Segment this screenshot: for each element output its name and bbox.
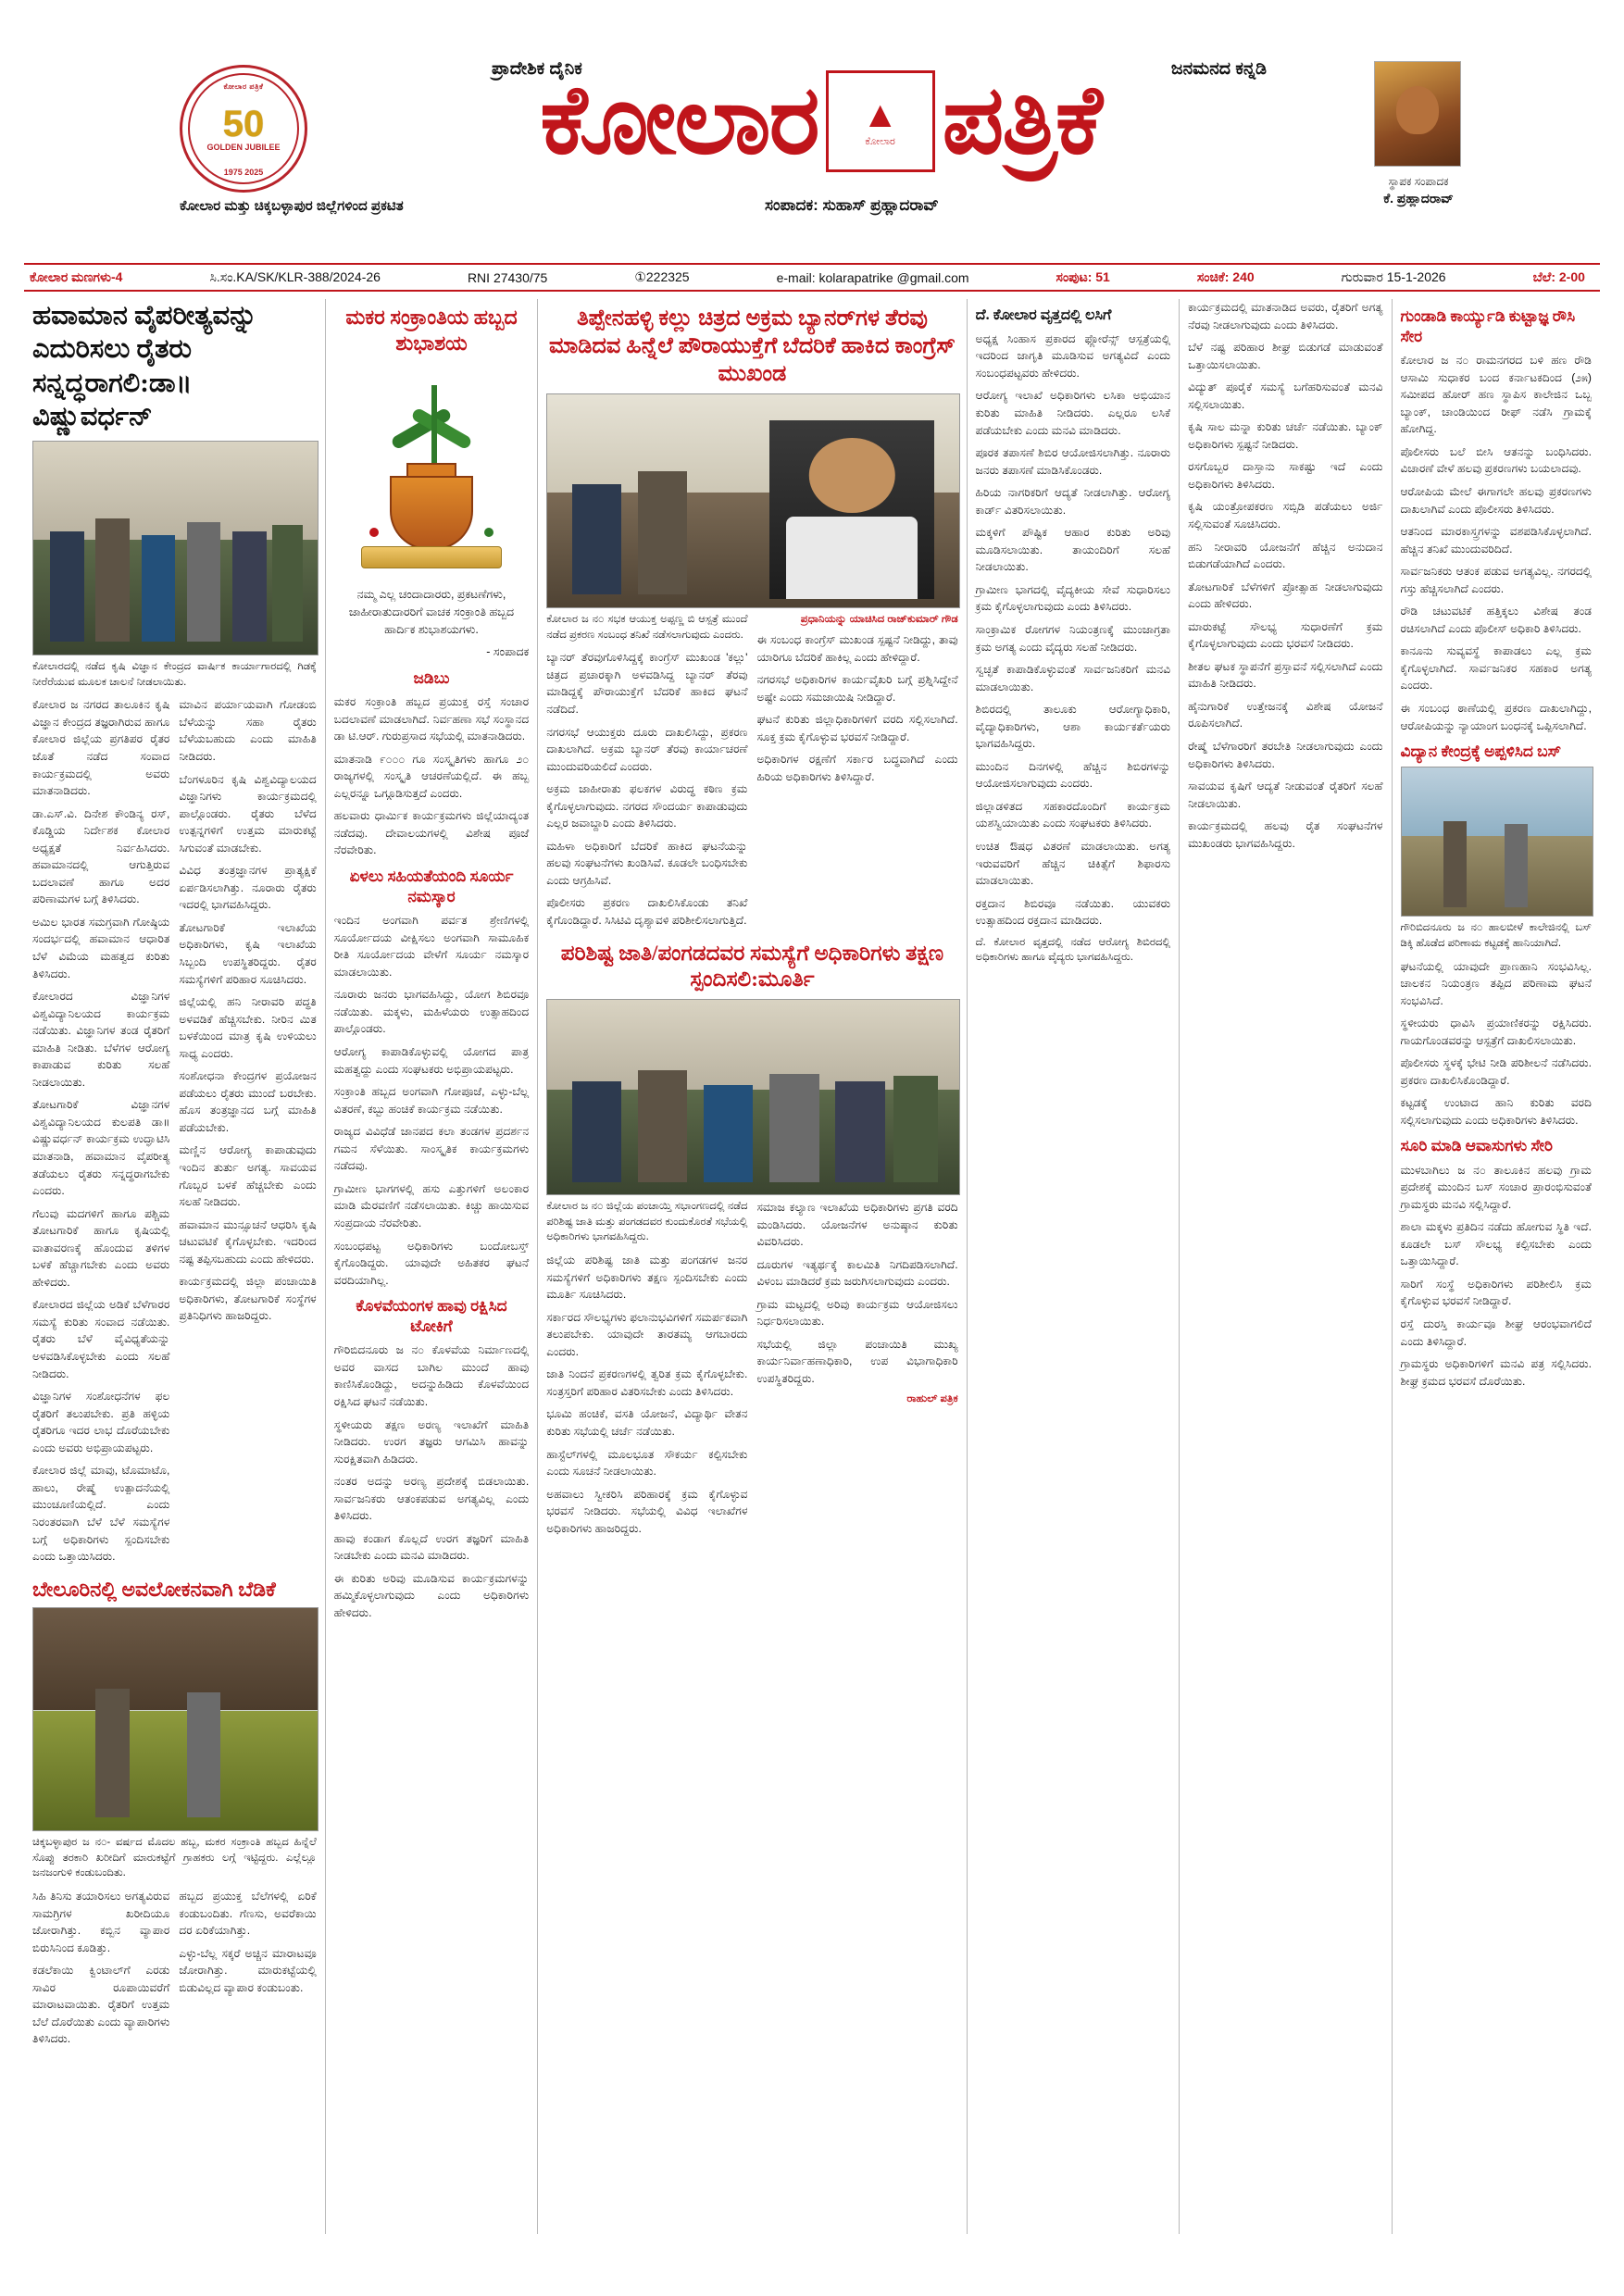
paragraph: ಅಧ್ಯಕ್ಷ ಸಿಂಹಾಸ ಪ್ರಕಾರದ ಫ್ಲೋರೆನ್ಸ್ ಆಸ್ಪತ್ರೆಯಲ್ಲಿ ಇದರಿಂದ ಜಾಗೃತಿ ಮೂಡಿಸುವ ಅಗತ್ಯವಿದೆ ಎಂದು ಸಂಬಂಧಪಟ್ಟವರು ಹೇಳಿದರು. [975,331,1171,380]
paragraph: ತೋಟಗಾರಿಕೆ ಇಲಾಖೆಯ ಅಧಿಕಾರಿಗಳು, ಕೃಷಿ ಇಲಾಖೆಯ ಸಿಬ್ಬಂದಿ ಉಪಸ್ಥಿತರಿದ್ದರು. ರೈತರ ಸಮಸ್ಯೆಗಳಿಗೆ ಪರಿಹಾರ ಸೂಚಿಸಿದರು. [179,920,317,986]
bus-crash-photo [1401,767,1593,917]
paragraph: ಶಾಲಾ ಮಕ್ಕಳು ಪ್ರತಿದಿನ ನಡೆದು ಹೋಗುವ ಸ್ಥಿತಿ ಇದೆ. ಕೂಡಲೇ ಬಸ್ ಸೌಲಭ್ಯ ಕಲ್ಪಿಸಬೇಕು ಎಂದು ಒತ್ತಾಯಿಸಿದ್ದಾರೆ. [1400,1220,1592,1268]
paragraph: ಜಿಲ್ಲೆಯಲ್ಲಿ ಹನಿ ನೀರಾವರಿ ಪದ್ಧತಿ ಅಳವಡಿಕೆ ಹೆಚ್ಚಿಸಬೇಕು. ನೀರಿನ ಮಿತ ಬಳಕೆಯಿಂದ ಮಾತ್ರ ಕೃಷಿ ಉಳಿಯಲು ಸಾಧ್ಯ ಎಂದರು. [179,995,317,1060]
paragraph: ಬೆಳೆ ನಷ್ಟ ಪರಿಹಾರ ಶೀಘ್ರ ಬಿಡುಗಡೆ ಮಾಡುವಂತೆ ಒತ್ತಾಯಿಸಲಾಯಿತು. [1188,341,1383,371]
paragraph: ಡಾ.ಎಸ್.ವಿ. ದಿನೇಶ ಕೌಂಡಿನ್ಯ ರಸ್, ಕೊಡ್ಡಿಯ ನಿರ್ದೇಶಕ ಕೋಲಾರ ಅಧ್ಯಕ್ಷತೆ ನಿರ್ವಹಿಸಿದರು. ಹವಾಮಾನದಲ್ಲಿ ಆಗುತ್ತಿರುವ ಬದಲಾವಣೆ ಹಾಗೂ ಅದರ ಪರಿಣಾಮಗಳ ಬಗ್ಗೆ ತಿಳಿಸಿದರು. [32,806,170,906]
paragraph: ರಸಗೊಬ್ಬರ ದಾಸ್ತಾನು ಸಾಕಷ್ಟು ಇದೆ ಎಂದು ಅಧಿಕಾರಿಗಳು ತಿಳಿಸಿದರು. [1188,460,1383,491]
bus-service-demand-headline: ಸೂರಿ ಮಾಡಿ ಆವಾಸುಗಳು ಸೇರಿ [1400,1137,1553,1155]
paragraph: ಸಂಕ್ರಾಂತಿ ಹಬ್ಬದ ಅಂಗವಾಗಿ ಗೋಪೂಜೆ, ಎಳ್ಳು-ಬೆಲ್ಲ ವಿತರಣೆ, ಕಬ್ಬು ಹಂಚಿಕೆ ಕಾರ್ಯಕ್ರಮ ನಡೆಯಿತು. [333,1085,530,1116]
paragraph: ಕೋಲಾರ ಜಿಲ್ಲೆ ಮಾವು, ಟೊಮಾಟೊ, ಹಾಲು, ರೇಷ್ಮೆ ಉತ್ಪಾದನೆಯಲ್ಲಿ ಮುಂಚೂಣಿಯಲ್ಲಿದೆ. ಎಂದು ನಿರಂತರವಾಗಿ ಬೆಳೆ ಬೆಳೆ ಸಮಸ್ಯೆಗಳ ಬಗ್ಗೆ ಅಧಿಕಾರಿಗಳು ಸ್ಪಂದಿಸಬೇಕು ಎಂದು ಒತ್ತಾಯಿಸಿದರು. [32,1464,170,1564]
paragraph: ರಸ್ತೆ ದುರಸ್ತಿ ಕಾರ್ಯವೂ ಶೀಘ್ರ ಆರಂಭವಾಗಲಿದೆ ಎಂದು ತಿಳಿಸಿದ್ದಾರೆ. [1400,1316,1592,1348]
paragraph: ಕಾನೂನು ಸುವ್ಯವಸ್ಥೆ ಕಾಪಾಡಲು ಎಲ್ಲ ಕ್ರಮ ಕೈಗೊಳ್ಳಲಾಗಿದೆ. ಸಾರ್ವಜನಿಕರ ಸಹಕಾರ ಅಗತ್ಯ ಎಂದರು. [1400,644,1592,693]
paragraph: ಮಕರ ಸಂಕ್ರಾಂತಿ ಹಬ್ಬದ ಪ್ರಯುಕ್ತ ರಸ್ತೆ ಸಂಚಾರ ಬದಲಾವಣೆ ಮಾಡಲಾಗಿದೆ. ನಿರ್ವಹಣಾ ಸಭೆ ಸಂಸ್ಥಾನದ ಡಾ ಟಿ.ಆರ್. ಗುರುಪ್ರಸಾದ ಸಭೆಯಲ್ಲಿ ಮಾತನಾಡಿದರು. [333,695,530,743]
emblem-label: ಕೋಲಾರ [865,136,895,147]
column-5 [1180,299,1391,2234]
paragraph: ಸಂಶೋಧನಾ ಕೇಂದ್ರಗಳ ಪ್ರಯೋಜನ ಪಡೆಯಲು ರೈತರು ಮುಂದೆ ಬರಬೇಕು. ಹೊಸ ತಂತ್ರಜ್ಞಾನದ ಬಗ್ಗೆ ಮಾಹಿತಿ ಪಡೆಯಬೇಕು. [179,1069,317,1134]
paragraph: ಭೂಮಿ ಹಂಚಿಕೆ, ವಸತಿ ಯೋಜನೆ, ವಿದ್ಯಾರ್ಥಿ ವೇತನ ಕುರಿತು ಸಭೆಯಲ್ಲಿ ಚರ್ಚೆ ನಡೆಯಿತು. [546,1407,748,1438]
paragraph: ಸ್ಥಳೀಯರು ಧಾವಿಸಿ ಪ್ರಯಾಣಿಕರನ್ನು ರಕ್ಷಿಸಿದರು. ಗಾಯಗೊಂಡವರನ್ನು ಆಸ್ಪತ್ರೆಗೆ ದಾಖಲಿಸಲಾಯಿತು. [1400,1017,1592,1047]
paragraph: ಹಾಸ್ಟೆಲ್‌ಗಳಲ್ಲಿ ಮೂಲಭೂತ ಸೌಕರ್ಯ ಕಲ್ಪಿಸಬೇಕು ಎಂದು ಸೂಚನೆ ನೀಡಲಾಯಿತು. [546,1447,748,1479]
info-volume: ಸಂಪುಟ: 51 [1056,269,1110,284]
paragraph: ಜಾತಿ ನಿಂದನೆ ಪ್ರಕರಣಗಳಲ್ಲಿ ತ್ವರಿತ ಕ್ರಮ ಕೈಗೊಳ್ಳಬೇಕು. ಸಂತ್ರಸ್ತರಿಗೆ ಪರಿಹಾರ ವಿತರಿಸಬೇಕು ಎಂದು ತಿಳಿಸಿದರು. [546,1367,748,1398]
paragraph: ಕಾರ್ಯಕ್ರಮದಲ್ಲಿ ಜಿಲ್ಲಾ ಪಂಚಾಯಿತಿ ಅಧಿಕಾರಿಗಳು, ತೋಟಗಾರಿಕೆ ಸಂಸ್ಥೆಗಳ ಪ್ರತಿನಿಧಿಗಳು ಹಾಜರಿದ್ದರು. [179,1275,317,1323]
lead-text-col-b [179,696,316,1570]
paragraph: ಶಿಬಿರದಲ್ಲಿ ತಾಲೂಕು ಆರೋಗ್ಯಾಧಿಕಾರಿ, ವೈದ್ಯಾಧಿಕಾರಿಗಳು, ಆಶಾ ಕಾರ್ಯಕರ್ತೆಯರು ಭಾಗವಹಿಸಿದ್ದರು. [975,703,1171,751]
greeting-text: ನಮ್ಮ ಎಲ್ಲ ಚಂದಾದಾರರು, ಪ್ರಕಟಣೆಗಳು, ಜಾಹೀರಾತುದಾರರಿಗೆ ವಾಚಕ ಸಂಕ್ರಾಂತಿ ಹಬ್ಬದ ಹಾರ್ದಿಕ ಶುಭಾಶಯಗಳು. [348,587,515,637]
temple-emblem-icon: ▲ ಕೋಲಾರ [826,70,935,172]
banner-caption-col [546,612,747,935]
paragraph: ಸರ್ಕಾರದ ಸೌಲಭ್ಯಗಳು ಫಲಾನುಭವಿಗಳಿಗೆ ಸಮರ್ಪಕವಾಗಿ ತಲುಪಬೇಕು. ಯಾವುದೇ ತಾರತಮ್ಯ ಆಗಬಾರದು ಎಂದರು. [546,1310,748,1358]
paragraph: ಕೋಲಾರ ಜ ನ೦ ರಾಮನಗರದ ಬಳಿ ಹಣ ರೌಡಿ ಆಸಾಮಿ ಸುಧಾಕರ ಬಂದ ಕರ್ನಾಟಕದಿಂದ (೨೫) ಸಮೀಪದ ಹೋರ್ ಹಣ ಸ್ಥಾಪಿಸ ಕಾಲೇಜಿನ ಒಬ್ಬ ಬ್ಯಾಂಕ್, ಚಾಂಡಿಯಿಂದ ರೀಫ್ ನಡೆಸಿ ಗ್ರಾಮಕ್ಕೆ ಹೋಗಿದ್ದ. [1400,354,1592,436]
seal-years: 1975 2025 [223,168,264,177]
lead-text-col-a [32,696,169,1570]
market-text-b [179,1888,316,2053]
health-camp-caption: ದೆ. ಕೋಲಾರ ವೃತ್ತದಲ್ಲಿ ನಡೆದ ಆರೋಗ್ಯ ಶಿಬಿರದಲ್ಲಿ ಅಧಿಕಾರಿಗಳು ಹಾಗೂ ವೈದ್ಯರು ಭಾಗವಹಿಸಿದ್ದರು. [975,936,1171,964]
paragraph: ಮಣ್ಣಿನ ಆರೋಗ್ಯ ಕಾಪಾಡುವುದು ಇಂದಿನ ತುರ್ತು ಅಗತ್ಯ. ಸಾವಯವ ಗೊಬ್ಬರ ಬಳಕೆ ಹೆಚ್ಚಬೇಕು ಎಂದು ಸಲಹೆ ನೀಡಿದರು. [179,1143,317,1209]
paragraph: ಹಲವಾರು ಧಾರ್ಮಿಕ ಕಾರ್ಯಕ್ರಮಗಳು ಜಿಲ್ಲೆಯಾದ್ಯಂತ ನಡೆದವು. ದೇವಾಲಯಗಳಲ್ಲಿ ವಿಶೇಷ ಪೂಜೆ ನೆರವೇರಿತು. [333,809,530,857]
paragraph: ಉಚಿತ ಔಷಧ ವಿತರಣೆ ಮಾಡಲಾಯಿತು. ಅಗತ್ಯ ಇರುವವರಿಗೆ ಹೆಚ್ಚಿನ ಚಿಕಿತ್ಸೆಗೆ ಶಿಫಾರಸು ಮಾಡಲಾಯಿತು. [975,840,1171,888]
title-word-right: ಪತ್ರಿಕೆ [942,68,1101,174]
paragraph: ಇಂದಿನ ಅಂಗವಾಗಿ ಪರ್ವತ ಶ್ರೇಣಿಗಳಲ್ಲಿ ಸೂರ್ಯೋದಯ ವೀಕ್ಷಿಸಲು ಅಂಗವಾಗಿ ಸಾಮೂಹಿಕ ರೀತಿ ಸೂರ್ಯೋದಯ ವೇಳೆಗೆ ಸೂರ್ಯ ನಮಸ್ಕಾರ ಮಾಡಲಾಯಿತು. [333,914,530,979]
paragraph: ನಂತರ ಅದನ್ನು ಅರಣ್ಯ ಪ್ರದೇಶಕ್ಕೆ ಬಿಡಲಾಯಿತು. ಸಾರ್ವಜನಿಕರು ಆತಂಕಪಡುವ ಅಗತ್ಯವಿಲ್ಲ ಎಂದು ತಿಳಿಸಿದರು. [333,1475,530,1523]
sc-st-story-headline: ಪರಿಶಿಷ್ಟ ಜಾತಿ/ಪಂಗಡದವರ ಸಮಸ್ಯೆಗೆ ಅಧಿಕಾರಿಗಳು ತಕ್ಷಣ ಸ್ಪಂದಿಸಲಿ:ಮೂರ್ತಿ [560,941,944,992]
story-byline-2: ರಾಹುಲ್ ಪತ್ರಿಕ [906,1392,958,1404]
masthead-tagline-right: ಜನಮನದ ಕನ್ನಡಿ [1170,59,1267,79]
sc-st-meeting-photo [546,999,959,1195]
column-2 [326,299,537,2234]
paragraph: ಎಳ್ಳು-ಬೆಲ್ಲ ಸಕ್ಕರೆ ಅಚ್ಚಿನ ಮಾರಾಟವೂ ಜೋರಾಗಿತ್ತು. ಮಾರುಕಟ್ಟೆಯಲ್ಲಿ ಬಿಡುವಿಲ್ಲದ ವ್ಯಾಪಾರ ಕಂಡುಬಂತು. [179,1946,317,1994]
press-photo-caption: ಕೋಲಾರ ಜ ನ೦ ಸಭಕ ಆಯುಕ್ತ ಅಪ್ಪಣ್ಣ ಬಿ ಆಸ್ಪತ್ರೆ ಮುಂದೆ ನಡೆದ ಪ್ರಕರಣ ಸಂಬಂಧ ತನಿಖೆ ನಡೆಸಲಾಗುವುದು ಎಂದರು. [546,614,748,641]
banner-text-col [756,612,957,935]
paragraph: ವಿಜ್ಞಾನಿಗಳ ಸಂಶೋಧನೆಗಳ ಫಲ ರೈತರಿಗೆ ತಲುಪಬೇಕು. ಪ್ರತಿ ಹಳ್ಳಿಯ ರೈತರಿಗೂ ಇದರ ಲಾಭ ದೊರೆಯಬೇಕು ಎಂದು ಅವರು ಅಭಿಪ್ರಾಯಪಟ್ಟರು. [32,1390,170,1454]
lead-headline: ಹವಾಮಾನ ವೈಪರೀತ್ಯವನ್ನು ಎದುರಿಸಲು ರೈತರು ಸನ್ನದ್ಧರಾಗಲಿ:ಡಾ॥ ವಿಷ್ಣುವರ್ಧನ್ [32,301,257,431]
paragraph: ರೇಷ್ಮೆ ಬೆಳೆಗಾರರಿಗೆ ತರಬೇತಿ ನೀಡಲಾಗುವುದು ಎಂದು ಅಧಿಕಾರಿಗಳು ತಿಳಿಸಿದರು. [1188,740,1383,770]
column-6 [1393,299,1600,2234]
lead-photo [32,441,319,655]
bus-crash-headline: ವಿದ್ಯಾನ ಕೇಂದ್ರಕ್ಕೆ ಅಪ್ಪಳಿಸಿದ ಬಸ್ [1400,742,1562,761]
paragraph: ಅಹವಾಲು ಸ್ವೀಕರಿಸಿ ಪರಿಹಾರಕ್ಕೆ ಕ್ರಮ ಕೈಗೊಳ್ಳುವ ಭರವಸೆ ನೀಡಿದರು. ಸಭೆಯಲ್ಲಿ ವಿವಿಧ ಇಲಾಖೆಗಳ ಅಧಿಕಾರಿಗಳು ಹಾಜರಿದ್ದರು. [546,1487,748,1535]
paragraph: ಹಿರಿಯ ನಾಗರಿಕರಿಗೆ ಆದ್ಯತೆ ನೀಡಲಾಗಿತ್ತು. ಆರೋಗ್ಯ ಕಾರ್ಡ್ ವಿತರಿಸಲಾಯಿತು. [975,486,1171,517]
masthead [24,17,1600,259]
paragraph: ಘಟನೆಯಲ್ಲಿ ಯಾವುದೇ ಪ್ರಾಣಹಾನಿ ಸಂಭವಿಸಿಲ್ಲ. ಚಾಲಕನ ನಿಯಂತ್ರಣ ತಪ್ಪಿದ ಪರಿಣಾಮ ಘಟನೆ ಸಂಭವಿಸಿದೆ. [1400,959,1592,1007]
banner-story-headline: ತಿಪ್ಪೇನಹಳ್ಳಿ ಕಲ್ಲು ಚಿತ್ರದ ಅಕ್ರಮ ಬ್ಯಾನರ್‌ಗಳ ತೆರವು ಮಾಡಿದವ ಹಿನ್ನೆಲೆ ಪೌರಾಯುಕ್ತೆಗೆ ಬೆದರಿಕೆ ಹಾಕಿದ ಕಾಂಗ್ರೆಸ್ ಮುಖಂಡ [548,306,956,386]
paragraph: ಸಭೆಯಲ್ಲಿ ಜಿಲ್ಲಾ ಪಂಚಾಯಿತಿ ಮುಖ್ಯ ಕಾರ್ಯನಿರ್ವಾಹಣಾಧಿಕಾರಿ, ಉಪ ವಿಭಾಗಾಧಿಕಾರಿ ಉಪಸ್ಥಿತರಿದ್ದರು. [756,1337,958,1385]
paragraph: ಗ್ರಾಮ ಮಟ್ಟದಲ್ಲಿ ಅರಿವು ಕಾರ್ಯಕ್ರಮ ಆಯೋಜಿಸಲು ನಿರ್ಧರಿಸಲಾಯಿತು. [756,1297,958,1329]
subhead-surya-namaskara: ಏಳಲು ಸಹಿಯತೆಯಂದಿ ಸೂರ್ಯ ನಮಸ್ಕಾರ [349,867,514,906]
paragraph: ಕೋಲಾರ ಜ ನಗರದ ತಾಲೂಕಿನ ಕೃಷಿ ವಿಜ್ಞಾನ ಕೇಂದ್ರದ ತಜ್ಞರಾಗಿರುವ ಹಾಗೂ ಕೋಲಾರ ಜಿಲ್ಲೆಯ ಪ್ರಗತಿಪರ ರೈತರ ಜೊತೆ ನಡೆದ ಸಂವಾದ ಕಾರ್ಯಕ್ರಮದಲ್ಲಿ ಅವರು ಮಾತನಾಡಿದರು. [32,698,170,798]
paragraph: ಮಕ್ಕಳಿಗೆ ಪೌಷ್ಟಿಕ ಆಹಾರ ಕುರಿತು ಅರಿವು ಮೂಡಿಸಲಾಯಿತು. ತಾಯಂದಿರಿಗೆ ಸಲಹೆ ನೀಡಲಾಯಿತು. [975,526,1171,574]
info-regno: ಸಿ.ಸಂ.KA/SK/KLR-388/2024-26 [209,269,381,284]
subhead-jadibu: ಜಡಿಬು [413,669,450,687]
paragraph: ಕಡಲೆಕಾಯಿ ಕ್ವಿಂಟಾಲ್‌ಗೆ ಎರಡು ಸಾವಿರ ರೂಪಾಯಿವರೆಗೆ ಮಾರಾಟವಾಯಿತು. ರೈತರಿಗೆ ಉತ್ತಮ ಬೆಲೆ ದೊರೆಯಿತು ಎಂದು ವ್ಯಾಪಾರಿಗಳು ತಿಳಿಸಿದರು. [32,1964,170,2046]
paragraph: ರಾಜ್ಯದ ವಿವಿಧೆಡೆ ಜಾನಪದ ಕಲಾ ತಂಡಗಳ ಪ್ರದರ್ಶನ ಗಮನ ಸೆಳೆಯಿತು. ಸಾಂಸ್ಕೃತಿಕ ಕಾರ್ಯಕ್ರಮಗಳು ನಡೆದವು. [333,1125,530,1173]
story-byline: ಪ್ರಧಾನಿಯನ್ನು ಯಾಚಿಸಿದ ರಾಜ್‌ಕುಮಾರ್ ಗೌಡ [800,614,958,625]
paragraph: ಹೈನುಗಾರಿಕೆ ಉತ್ತೇಜನಕ್ಕೆ ವಿಶೇಷ ಯೋಜನೆ ರೂಪಿಸಲಾಗಿದೆ. [1188,699,1383,730]
column-1 [24,299,325,2234]
paragraph: ನಗರಸಭೆ ಅಧಿಕಾರಿಗಳ ಕಾರ್ಯವೈಖರಿ ಬಗ್ಗೆ ಪ್ರಶ್ನಿಸಿದ್ದೇನೆ ಅಷ್ಟೇ ಎಂದು ಸಮಜಾಯಿಷಿ ನೀಡಿದ್ದಾರೆ. [756,673,958,704]
paragraph: ಬ್ಯಾನರ್ ತೆರವುಗೊಳಿಸಿದ್ದಕ್ಕೆ ಕಾಂಗ್ರೆಸ್ ಮುಖಂಡ 'ಕಲ್ಲು' ಚಿತ್ರದ ಪ್ರಚಾರಕ್ಕಾಗಿ ಅಳವಡಿಸಿದ್ದ ಬ್ಯಾನರ್ ತೆರವು ಮಾಡಿದ್ದಕ್ಕೆ ಪೌರಾಯುಕ್ತೆಗೆ ಬೆದರಿಕೆ ಹಾಕಿದ ಘಟನೆ ನಡೆದಿದೆ. [546,651,748,716]
paragraph: ಹವಾಮಾನ ಮುನ್ಸೂಚನೆ ಆಧರಿಸಿ ಕೃಷಿ ಚಟುವಟಿಕೆ ಕೈಗೊಳ್ಳಬೇಕು. ಇದರಿಂದ ನಷ್ಟ ತಪ್ಪಿಸಬಹುದು ಎಂದು ಹೇಳಿದರು. [179,1217,317,1266]
paragraph: ಶೀತಲ ಘಟಕ ಸ್ಥಾಪನೆಗೆ ಪ್ರಸ್ತಾವನೆ ಸಲ್ಲಿಸಲಾಗಿದೆ ಎಂದು ಮಾಹಿತಿ ನೀಡಿದರು. [1188,659,1383,691]
paragraph: ಈ ಕುರಿತು ಅರಿವು ಮೂಡಿಸುವ ಕಾರ್ಯಕ್ರಮಗಳನ್ನು ಹಮ್ಮಿಕೊಳ್ಳಲಾಗುವುದು ಎಂದು ಅಧಿಕಾರಿಗಳು ಹೇಳಿದರು. [333,1571,530,1619]
paragraph: ಹನಿ ನೀರಾವರಿ ಯೋಜನೆಗೆ ಹೆಚ್ಚಿನ ಅನುದಾನ ಬಿಡುಗಡೆಯಾಗಿದೆ ಎಂದರು. [1188,540,1383,571]
paragraph: ಕಟ್ಟಡಕ್ಕೆ ಉಂಟಾದ ಹಾನಿ ಕುರಿತು ವರದಿ ಸಲ್ಲಿಸಲಾಗುವುದು ಎಂದು ಅಧಿಕಾರಿಗಳು ತಿಳಿಸಿದರು. [1400,1096,1592,1127]
paragraph: ಪೊಲೀಸರು ಸ್ಥಳಕ್ಕೆ ಭೇಟಿ ನೀಡಿ ಪರಿಶೀಲನೆ ನಡೆಸಿದರು. ಪ್ರಕರಣ ದಾಖಲಿಸಿಕೊಂಡಿದ್ದಾರೆ. [1400,1056,1592,1087]
paragraph: ಆರೋಗ್ಯ ಕಾಪಾಡಿಕೊಳ್ಳುವಲ್ಲಿ ಯೋಗದ ಪಾತ್ರ ಮಹತ್ವದ್ದು ಎಂದು ಸಂಘಟಕರು ಅಭಿಪ್ರಾಯಪಟ್ಟರು. [333,1045,530,1076]
paragraph: ರಕ್ತದಾನ ಶಿಬಿರವೂ ನಡೆಯಿತು. ಯುವಕರು ಉತ್ಸಾಹದಿಂದ ರಕ್ತದಾನ ಮಾಡಿದರು. [975,896,1171,928]
paragraph: ಕೃಷಿ ಯಂತ್ರೋಪಕರಣ ಸಬ್ಸಿಡಿ ಪಡೆಯಲು ಅರ್ಜಿ ಸಲ್ಲಿಸುವಂತೆ ಸೂಚಿಸಿದರು. [1188,500,1383,531]
info-issue: ಸಂಚಿಕೆ: 240 [1196,269,1255,284]
publication-info-bar [24,263,1600,292]
column-4 [968,299,1179,2234]
seal-top-text: ಕೋಲಾರ ಪತ್ರಿಕೆ [223,82,264,91]
paragraph: ಮಾವಿನ ಪರ್ಯಾಯವಾಗಿ ಗೋಡಂಬಿ ಬೆಳೆಯನ್ನು ಸಹಾ ರೈತರು ಬೆಳೆಯಬಹುದು ಎಂದು ಮಾಹಿತಿ ನೀಡಿದರು. [179,698,317,763]
paragraph: ಆರೋಪಿಯ ಮೇಲೆ ಈಗಾಗಲೇ ಹಲವು ಪ್ರಕರಣಗಳು ದಾಖಲಾಗಿವೆ ಎಂದು ಪೊಲೀಸರು ತಿಳಿಸಿದರು. [1400,485,1592,516]
paragraph: ಗೌರಿಬಿದನೂರು ಜ ನ೦ ಕೊಳವೆಯ ನಿರ್ಮಾಣದಲ್ಲಿ ಅವರ ವಾಸದ ಬಾಗಿಲ ಮುಂದೆ ಹಾವು ಕಾಣಿಸಿಕೊಂಡಿದ್ದು, ಅದನ್ನುಹಿಡಿದು ಕೊಳವೆಯಿಂದ ರಕ್ಷಿಸಿದ ಘಟನೆ ನಡೆಯಿತು. [333,1343,530,1408]
masthead-tagline-left: ಪ್ರಾದೇಶಿಕ ದೈನಿಕ [492,59,582,79]
subhead-snake-rescue: ಕೊಳವೆಯಂಗಳ ಹಾವು ರಕ್ಷಿಸಿದ ಟೋಕಿಗೆ [356,1297,507,1336]
sankranti-greeting-headline: ಮಕರ ಸಂಕ್ರಾಂತಿಯ ಹಬ್ಬದ ಶುಭಾಶಯ [345,306,518,355]
paragraph: ಜಿಲ್ಲಾಡಳಿತದ ಸಹಕಾರದೊಂದಿಗೆ ಕಾರ್ಯಕ್ರಮ ಯಶಸ್ವಿಯಾಯಿತು ಎಂದು ಸಂಘಟಕರು ತಿಳಿಸಿದರು. [975,799,1171,830]
paragraph: ಸಮಾಜ ಕಲ್ಯಾಣ ಇಲಾಖೆಯ ಅಧಿಕಾರಿಗಳು ಪ್ರಗತಿ ವರದಿ ಮಂಡಿಸಿದರು. ಯೋಜನೆಗಳ ಅನುಷ್ಠಾನ ಕುರಿತು ವಿವರಿಸಿದರು. [756,1201,958,1249]
paragraph: ಸಾರಿಗೆ ಸಂಸ್ಥೆ ಅಧಿಕಾರಿಗಳು ಪರಿಶೀಲಿಸಿ ಕ್ರಮ ಕೈಗೊಳ್ಳುವ ಭರವಸೆ ನೀಡಿದ್ದಾರೆ. [1400,1277,1592,1308]
paragraph: ಅಮಿಲ ಭಾರತ ಸಮಗ್ರವಾಗಿ ಗೋಷ್ಠಿಯ ಸಂದರ್ಭದಲ್ಲಿ ಹವಾಮಾನ ಆಧಾರಿತ ಬೆಳೆ ವಿಮೆಯ ಮಹತ್ವದ ಕುರಿತು ತಿಳಿಸಿದರು. [32,915,170,980]
paragraph: ಘಟನೆ ಕುರಿತು ಜಿಲ್ಲಾಧಿಕಾರಿಗಳಿಗೆ ವರದಿ ಸಲ್ಲಿಸಲಾಗಿದೆ. ಸೂಕ್ತ ಕ್ರಮ ಕೈಗೊಳ್ಳುವ ಭರವಸೆ ನೀಡಿದ್ದಾರೆ. [756,713,958,743]
press-conference-photo [546,393,959,608]
golden-jubilee-seal-icon [180,65,307,193]
paragraph: ಮಹಿಳಾ ಅಧಿಕಾರಿಗೆ ಬೆದರಿಕೆ ಹಾಕಿದ ಘಟನೆಯನ್ನು ಹಲವು ಸಂಘಟನೆಗಳು ಖಂಡಿಸಿವೆ. ಕೂಡಲೇ ಬಂಧಿಸಬೇಕು ಎಂದು ಆಗ್ರಹಿಸಿವೆ. [546,839,748,887]
info-email: e-mail: kolarapatrike @gmail.com [776,269,969,285]
paragraph: ಈ ಸಂಬಂಧ ಕಾಂಗ್ರೆಸ್ ಮುಖಂಡ ಸ್ಪಷ್ಟನೆ ನೀಡಿದ್ದು, ತಾವು ಯಾರಿಗೂ ಬೆದರಿಕೆ ಹಾಕಿಲ್ಲ ಎಂದು ಹೇಳಿದ್ದಾರೆ. [756,633,958,664]
paragraph: ಸಂಬಂಧಪಟ್ಟ ಅಧಿಕಾರಿಗಳು ಬಂದೋಬಸ್ತ್ ಕೈಗೊಂಡಿದ್ದರು. ಯಾವುದೇ ಅಹಿತಕರ ಘಟನೆ ವರದಿಯಾಗಿಲ್ಲ. [333,1239,530,1287]
founder-editor-role: ಸ್ಥಾಪಕ ಸಂಪಾದಕ [1388,175,1449,188]
paragraph: ಪೊಲೀಸರು ಬಲೆ ಬೀಸಿ ಆತನನ್ನು ಬಂಧಿಸಿದರು. ವಿಚಾರಣೆ ವೇಳೆ ಹಲವು ಪ್ರಕರಣಗಳು ಬಯಲಾದವು. [1400,444,1592,476]
sc-st-text-a [546,1199,747,1542]
column-3 [538,299,966,2234]
title-word-left: ಕೋಲಾರ [540,68,818,174]
paragraph: ಆತನಿಂದ ಮಾರಕಾಸ್ತ್ರಗಳನ್ನು ವಶಪಡಿಸಿಕೊಳ್ಳಲಾಗಿದೆ. ಹೆಚ್ಚಿನ ತನಿಖೆ ಮುಂದುವರಿದಿದೆ. [1400,525,1592,555]
paragraph: ಸ್ಥಳೀಯರು ತಕ್ಷಣ ಅರಣ್ಯ ಇಲಾಖೆಗೆ ಮಾಹಿತಿ ನೀಡಿದರು. ಉರಗ ತಜ್ಞರು ಆಗಮಿಸಿ ಹಾವನ್ನು ಸುರಕ್ಷಿತವಾಗಿ ಹಿಡಿದರು. [333,1417,530,1466]
paragraph: ಸಾವಯವ ಕೃಷಿಗೆ ಆದ್ಯತೆ ನೀಡುವಂತೆ ರೈತರಿಗೆ ಸಲಹೆ ನೀಡಲಾಯಿತು. [1188,780,1383,810]
paragraph: ಅಕ್ರಮ ಜಾಹೀರಾತು ಫಲಕಗಳ ವಿರುದ್ಧ ಕಠಿಣ ಕ್ರಮ ಕೈಗೊಳ್ಳಲಾಗುವುದು. ನಗರದ ಸೌಂದರ್ಯ ಕಾಪಾಡುವುದು ಎಲ್ಲರ ಜವಾಬ್ದಾರಿ ಎಂದು ತಿಳಿಸಿದರು. [546,782,748,830]
paragraph: ಮುಂದಿನ ದಿನಗಳಲ್ಲಿ ಹೆಚ್ಚಿನ ಶಿಬಿರಗಳನ್ನು ಆಯೋಜಿಸಲಾಗುವುದು ಎಂದರು. [975,759,1171,791]
paragraph: ತೋಟಗಾರಿಕೆ ವಿಜ್ಞಾನಗಳ ವಿಶ್ವವಿದ್ಯಾನಿಲಯದ ಕುಲಪತಿ ಡಾ॥ ವಿಷ್ಣುವರ್ಧನ್ ಕಾರ್ಯಕ್ರಮ ಉದ್ಘಾಟಿಸಿ ಮಾತನಾಡಿ, ಹವಾಮಾನ ವೈಪರೀತ್ಯ ತಡೆಯಲು ರೈತರು ಸನ್ನದ್ಧರಾಗಬೇಕು ಎಂದರು. [32,1098,170,1198]
paragraph: ಮಾತನಾಡಿ ೯೦೦೦ ಗೂ ಸಂಸ್ಕೃತಿಗಳು ಹಾಗೂ ೨೦ ರಾಜ್ಯಗಳಲ್ಲಿ ಸಂಸ್ಕೃತಿ ಆಚರಣೆಯಲ್ಲಿದೆ. ಈ ಹಬ್ಬ ಎಲ್ಲರನ್ನೂ ಒಗ್ಗೂಡಿಸುತ್ತದೆ ಎಂದರು. [333,752,530,800]
market-text-a [32,1888,169,2053]
paragraph: ರೌಡಿ ಚಟುವಟಿಕೆ ಹತ್ತಿಕ್ಕಲು ವಿಶೇಷ ತಂಡ ರಚಿಸಲಾಗಿದೆ ಎಂದು ಪೊಲೀಸ್ ಅಧಿಕಾರಿ ತಿಳಿಸಿದರು. [1400,605,1592,635]
paragraph: ದೂರುಗಳ ಇತ್ಯರ್ಥಕ್ಕೆ ಕಾಲಮಿತಿ ನಿಗದಿಪಡಿಸಲಾಗಿದೆ. ವಿಳಂಬ ಮಾಡಿದರೆ ಕ್ರಮ ಜರುಗಿಸಲಾಗುವುದು ಎಂದರು. [756,1257,958,1289]
sankranti-kalasha-illustration [334,361,529,574]
paragraph: ನಗರಸಭೆ ಆಯುಕ್ತರು ದೂರು ದಾಖಲಿಸಿದ್ದು, ಪ್ರಕರಣ ದಾಖಲಾಗಿದೆ. ಅಕ್ರಮ ಬ್ಯಾನರ್ ತೆರವು ಕಾರ್ಯಾಚರಣೆ ಮುಂದುವರಿಯಲಿದೆ ಎಂದರು. [546,725,748,773]
paragraph: ಸ್ವಚ್ಛತೆ ಕಾಪಾಡಿಕೊಳ್ಳುವಂತೆ ಸಾರ್ವಜನಿಕರಿಗೆ ಮನವಿ ಮಾಡಲಾಯಿತು. [975,663,1171,693]
paragraph: ಕಾರ್ಯಕ್ರಮದಲ್ಲಿ ಹಲವು ರೈತ ಸಂಘಟನೆಗಳ ಮುಖಂಡರು ಭಾಗವಹಿಸಿದ್ದರು. [1188,819,1383,850]
paragraph: ಹಬ್ಬದ ಪ್ರಯುಕ್ತ ಬೆಲೆಗಳಲ್ಲಿ ಏರಿಕೆ ಕಂಡುಬಂದಿತು. ಗೆಣಸು, ಅವರೆಕಾಯಿ ದರ ಏರಿಕೆಯಾಗಿತ್ತು. [179,1890,317,1938]
paragraph: ಈ ಸಂಬಂಧ ಠಾಣೆಯಲ್ಲಿ ಪ್ರಕರಣ ದಾಖಲಾಗಿದ್ದು, ಆರೋಪಿಯನ್ನು ನ್ಯಾಯಾಂಗ ಬಂಧನಕ್ಕೆ ಒಪ್ಪಿಸಲಾಗಿದೆ. [1400,702,1592,732]
paragraph: ಮಾರುಕಟ್ಟೆ ಸೌಲಭ್ಯ ಸುಧಾರಣೆಗೆ ಕ್ರಮ ಕೈಗೊಳ್ಳಲಾಗುವುದು ಎಂದು ಭರವಸೆ ನೀಡಿದರು. [1188,619,1383,651]
paragraph: ಪೊಲೀಸರು ಪ್ರಕರಣ ದಾಖಲಿಸಿಕೊಂಡು ತನಿಖೆ ಕೈಗೊಂಡಿದ್ದಾರೆ. ಸಿಸಿಟಿವಿ ದೃಶ್ಯಾವಳಿ ಪರಿಶೀಲಿಸಲಾಗುತ್ತಿದೆ. [546,896,748,927]
greeting-signature: - ಸಂಪಾದಕ [486,644,530,658]
lead-photo-caption: ಕೋಲಾರದಲ್ಲಿ ನಡೆದ ಕೃಷಿ ವಿಜ್ಞಾನ ಕೇಂದ್ರದ ವಾರ್ಷಿಕ ಕಾರ್ಯಾಗಾರದಲ್ಲಿ ಗಿಡಕ್ಕೆ ನೀರೆರೆಯುವ ಮೂಲಕ ಚಾಲನೆ ನೀಡಲಾಯಿತು. [32,661,317,688]
paragraph: ಗ್ರಾಮೀಣ ಭಾಗದಲ್ಲಿ ವೈದ್ಯಕೀಯ ಸೇವೆ ಸುಧಾರಿಸಲು ಕ್ರಮ ಕೈಗೊಳ್ಳಲಾಗುವುದು ಎಂದು ತಿಳಿಸಿದರು. [975,582,1171,614]
paragraph: ಕೋಲಾರದ ವಿಜ್ಞಾನಿಗಳ ವಿಶ್ವವಿದ್ಯಾನಿಲಯದ ಕಾರ್ಯಕ್ರಮ ನಡೆಯಿತು. ವಿಜ್ಞಾನಿಗಳ ತಂಡ ರೈತರಿಗೆ ಮಾಹಿತಿ ನೀಡಿತು. ಬೆಳೆಗಳ ಆರೋಗ್ಯ ಕಾಪಾಡುವ ಕುರಿತು ಸಲಹೆ ನೀಡಲಾಯಿತು. [32,990,170,1089]
market-photo-caption: ಚಿಕ್ಕಬಳ್ಳಾಪುರ ಜ ನ೦- ವರ್ಷದ ಮೊದಲ ಹಬ್ಬ, ಮಕರ ಸಂಕ್ರಾಂತಿ ಹಬ್ಬದ ಹಿನ್ನೆಲೆ ಸೊಪ್ಪು ತರಕಾರಿ ಖರೀದಿಗೆ ಮಾರುಕಟ್ಟೆಗೆ ಗ್ರಾಹಕರು ಲಗ್ಗೆ ಇಟ್ಟಿದ್ದರು. ಎಲ್ಲೆಲ್ಲೂ ಜನಜಂಗುಳಿ ಕಂಡುಬಂದಿತು. [32,1837,317,1879]
paragraph: ಜಿಲ್ಲೆಯ ಪರಿಶಿಷ್ಟ ಜಾತಿ ಮತ್ತು ಪಂಗಡಗಳ ಜನರ ಸಮಸ್ಯೆಗಳಿಗೆ ಅಧಿಕಾರಿಗಳು ತಕ್ಷಣ ಸ್ಪಂದಿಸಬೇಕು ಎಂದು ಮೂರ್ತಿ ಸೂಚಿಸಿದರು. [546,1254,748,1302]
market-photo [32,1607,319,1831]
paragraph: ಆರೋಗ್ಯ ಇಲಾಖೆ ಅಧಿಕಾರಿಗಳು ಲಸಿಕಾ ಅಭಿಯಾನ ಕುರಿತು ಮಾಹಿತಿ ನೀಡಿದರು. ಎಲ್ಲರೂ ಲಸಿಕೆ ಪಡೆಯಬೇಕು ಎಂದು ಮನವಿ ಮಾಡಿದರು. [975,389,1171,437]
paragraph: ಗ್ರಾಮೀಣ ಭಾಗಗಳಲ್ಲಿ ಹಸು ಎತ್ತುಗಳಿಗೆ ಅಲಂಕಾರ ಮಾಡಿ ಮೆರವಣಿಗೆ ನಡೆಸಲಾಯಿತು. ಕಿಚ್ಚು ಹಾಯಿಸುವ ಸಂಪ್ರದಾಯ ನೆರವೇರಿತು. [333,1181,530,1229]
paragraph: ಪೂರಕ ತಪಾಸಣೆ ಶಿಬಿರ ಆಯೋಜಿಸಲಾಗಿತ್ತು. ನೂರಾರು ಜನರು ತಪಾಸಣೆ ಮಾಡಿಸಿಕೊಂಡರು. [975,446,1171,477]
paragraph: ಹಾವು ಕಂಡಾಗ ಕೊಲ್ಲದೆ ಉರಗ ತಜ್ಞರಿಗೆ ಮಾಹಿತಿ ನೀಡಬೇಕು ಎಂದು ಮನವಿ ಮಾಡಿದರು. [333,1531,530,1563]
founder-editor-photo [1374,61,1461,167]
sc-st-text-b [756,1199,957,1542]
paragraph: ಮುಳಬಾಗಿಲು ಜ ನ೦ ತಾಲೂಕಿನ ಹಲವು ಗ್ರಾಮ ಪ್ರದೇಶಕ್ಕೆ ಮುಂದಿನ ಬಸ್ ಸಂಚಾರ ಪ್ರಾರಂಭಿಸುವಂತೆ ಗ್ರಾಮಸ್ಥರು ಮನವಿ ಸಲ್ಲಿಸಿದ್ದಾರೆ. [1400,1163,1592,1211]
masthead-editor-line: ಸಂಪಾದಕ: ಸುಹಾಸ್ ಪ್ರಹ್ಲಾದರಾವ್ [765,196,939,214]
info-rni: RNI 27430/75 [467,269,548,285]
paragraph: ವಿದ್ಯುತ್ ಪೂರೈಕೆ ಸಮಸ್ಯೆ ಬಗೆಹರಿಸುವಂತೆ ಮನವಿ ಸಲ್ಲಿಸಲಾಯಿತು. [1188,381,1383,411]
paragraph: ವಿವಿಧ ತಂತ್ರಜ್ಞಾನಗಳ ಪ್ರಾತ್ಯಕ್ಷಿಕೆ ಏರ್ಪಡಿಸಲಾಗಿತ್ತು. ನೂರಾರು ರೈತರು ಇದರಲ್ಲಿ ಭಾಗವಹಿಸಿದ್ದರು. [179,864,317,912]
paragraph: ಕಾರ್ಯಕ್ರಮದಲ್ಲಿ ಮಾತನಾಡಿದ ಅವರು, ರೈತರಿಗೆ ಅಗತ್ಯ ನೆರವು ನೀಡಲಾಗುವುದು ಎಂದು ತಿಳಿಸಿದರು. [1188,301,1383,331]
page-columns [24,299,1600,2234]
secondary-headline-market: ಬೇಲೂರಿನಲ್ಲಿ ಅವಲೋಕನವಾಗಿ ಬೆಡಿಕೆ [32,1577,276,1601]
seal-sub: GOLDEN JUBILEE [206,143,281,152]
paragraph: ತೋಟಗಾರಿಕೆ ಬೆಳೆಗಳಿಗೆ ಪ್ರೋತ್ಸಾಹ ನೀಡಲಾಗುವುದು ಎಂದು ಹೇಳಿದರು. [1188,580,1383,611]
rowdy-story-headline: ಗುಂಡಾಡಿ ಕಾರ್ಯ್ಯುಡಿ ಕುಟ್ಟಾಜ್ಞ ರೌಸಿ ಸೇರ [1400,307,1576,346]
founder-editor-caption [1326,174,1511,207]
paragraph: ನೂರಾರು ಜನರು ಭಾಗವಹಿಸಿದ್ದು, ಯೋಗ ಶಿಬಿರವೂ ನಡೆಯಿತು. ಮಕ್ಕಳು, ಮಹಿಳೆಯರು ಉತ್ಸಾಹದಿಂದ ಪಾಲ್ಗೊಂಡರು. [333,988,530,1036]
sc-st-photo-caption: ಕೋಲಾರ ಜ ನ೦ ಜಿಲ್ಲೆಯ ಪಂಚಾಯ್ತಿ ಸಭಾಂಗಣದಲ್ಲಿ ನಡೆದ ಪರಿಶಿಷ್ಟ ಜಾತಿ ಮತ್ತು ಪಂಗಡದವರ ಕುಂದುಕೊರತೆ ಸಭೆಯಲ್ಲಿ ಅಧಿಕಾರಿಗಳು ಭಾಗವಹಿಸಿದ್ದರು. [546,1201,748,1243]
seal-number: 50 [222,104,265,144]
paragraph: ಸಾರ್ವಜನಿಕರು ಆತಂಕ ಪಡುವ ಅಗತ್ಯವಿಲ್ಲ. ನಗರದಲ್ಲಿ ಗಸ್ತು ಹೆಚ್ಚಿಸಲಾಗಿದೆ ಎಂದರು. [1400,565,1592,595]
info-phone: ①222325 [634,269,690,284]
paragraph: ಸಾಂಕ್ರಾಮಿಕ ರೋಗಗಳ ನಿಯಂತ್ರಣಕ್ಕೆ ಮುಂಜಾಗ್ರತಾ ಕ್ರಮ ಅಗತ್ಯ ಎಂದು ವೈದ್ಯರು ಸಲಹೆ ನೀಡಿದರು. [975,623,1171,654]
bus-crash-caption: ಗೌರಿಬಿದನೂರು ಜ ನ೦ ಹಾಲಬೀಳೆ ಕಾಲೇಜಿನಲ್ಲಿ ಬಸ್ ಡಿಕ್ಕಿ ಹೊಡೆದ ಪರಿಣಾಮ ಕಟ್ಟಡಕ್ಕೆ ಹಾನಿಯಾಗಿದೆ. [1400,922,1592,949]
info-pages: ಕೋಲಾರ ಮಣಗಳು-4 [30,269,123,284]
health-camp-headline: ದೆ. ಕೋಲಾರ ವೃತ್ತದಲ್ಲಿ ಲಸಿಗೆ [975,307,1112,323]
paragraph: ಗೆಲುವು ಮದಗಳಿಗೆ ಹಾಗೂ ಪಶ್ಚಿಮ ತೋಟಗಾರಿಕೆ ಹಾಗೂ ಕೃಷಿಯಲ್ಲಿ ವಾತಾವರಣಕ್ಕೆ ಹೊಂದುವ ತಳಿಗಳ ಬಳಕೆ ಹೆಚ್ಚಾಗಬೇಕು ಎಂದು ಅವರು ಹೇಳಿದರು. [32,1206,170,1289]
paragraph: ಕೃಷಿ ಸಾಲ ಮನ್ನಾ ಕುರಿತು ಚರ್ಚೆ ನಡೆಯಿತು. ಬ್ಯಾಂಕ್ ಅಧಿಕಾರಿಗಳು ಸ್ಪಷ್ಟನೆ ನೀಡಿದರು. [1188,420,1383,451]
founder-editor-name: ಕೆ. ಪ್ರಹ್ಲಾದರಾವ್ [1383,190,1454,206]
info-price: ಬೆಲೆ: 2-00 [1532,269,1585,284]
paragraph: ಸಿಹಿ ತಿನಿಸು ತಯಾರಿಸಲು ಅಗತ್ಯವಿರುವ ಸಾಮಗ್ರಿಗಳ ಖರೀದಿಯೂ ಜೋರಾಗಿತ್ತು. ಕಬ್ಬಿನ ವ್ಯಾಪಾರ ಬಿರುಸಿನಿಂದ ಕೂಡಿತ್ತು. [32,1890,170,1954]
masthead-title [330,70,1311,172]
paragraph: ಅಧಿಕಾರಿಗಳ ರಕ್ಷಣೆಗೆ ಸರ್ಕಾರ ಬದ್ಧವಾಗಿದೆ ಎಂದು ಹಿರಿಯ ಅಧಿಕಾರಿಗಳು ತಿಳಿಸಿದ್ದಾರೆ. [756,753,958,783]
info-date: ಗುರುವಾರ 15-1-2026 [1341,269,1446,284]
masthead-subtitle-left: ಕೋಲಾರ ಮತ್ತು ಚಿಕ್ಕಬಳ್ಳಾಪುರ ಜಿಲ್ಲೆಗಳಿಂದ ಪ್ರಕಟಿತ [180,198,404,214]
paragraph: ಗ್ರಾಮಸ್ಥರು ಅಧಿಕಾರಿಗಳಿಗೆ ಮನವಿ ಪತ್ರ ಸಲ್ಲಿಸಿದರು. ಶೀಘ್ರ ಕ್ರಮದ ಭರವಸೆ ದೊರೆಯಿತು. [1400,1357,1592,1388]
paragraph: ಬೆಂಗಳೂರಿನ ಕೃಷಿ ವಿಶ್ವವಿದ್ಯಾಲಯದ ವಿಜ್ಞಾನಿಗಳು ಕಾರ್ಯಕ್ರಮದಲ್ಲಿ ಪಾಲ್ಗೊಂಡರು. ರೈತರು ಬೆಳೆದ ಉತ್ಪನ್ನಗಳಿಗೆ ಉತ್ತಮ ಮಾರುಕಟ್ಟೆ ಸಿಗುವಂತೆ ಮಾಡಬೇಕು. [179,772,317,855]
paragraph: ಕೋಲಾರದ ಜಿಲ್ಲೆಯ ಅಡಿಕೆ ಬೆಳೆಗಾರರ ಸಮಸ್ಯೆ ಕುರಿತು ಸಂವಾದ ನಡೆಯಿತು. ರೈತರು ಬೆಳೆ ವೈವಿಧ್ಯತೆಯನ್ನು ಅಳವಡಿಸಿಕೊಳ್ಳಬೇಕು ಎಂದು ಸಲಹೆ ನೀಡಿದರು. [32,1298,170,1380]
